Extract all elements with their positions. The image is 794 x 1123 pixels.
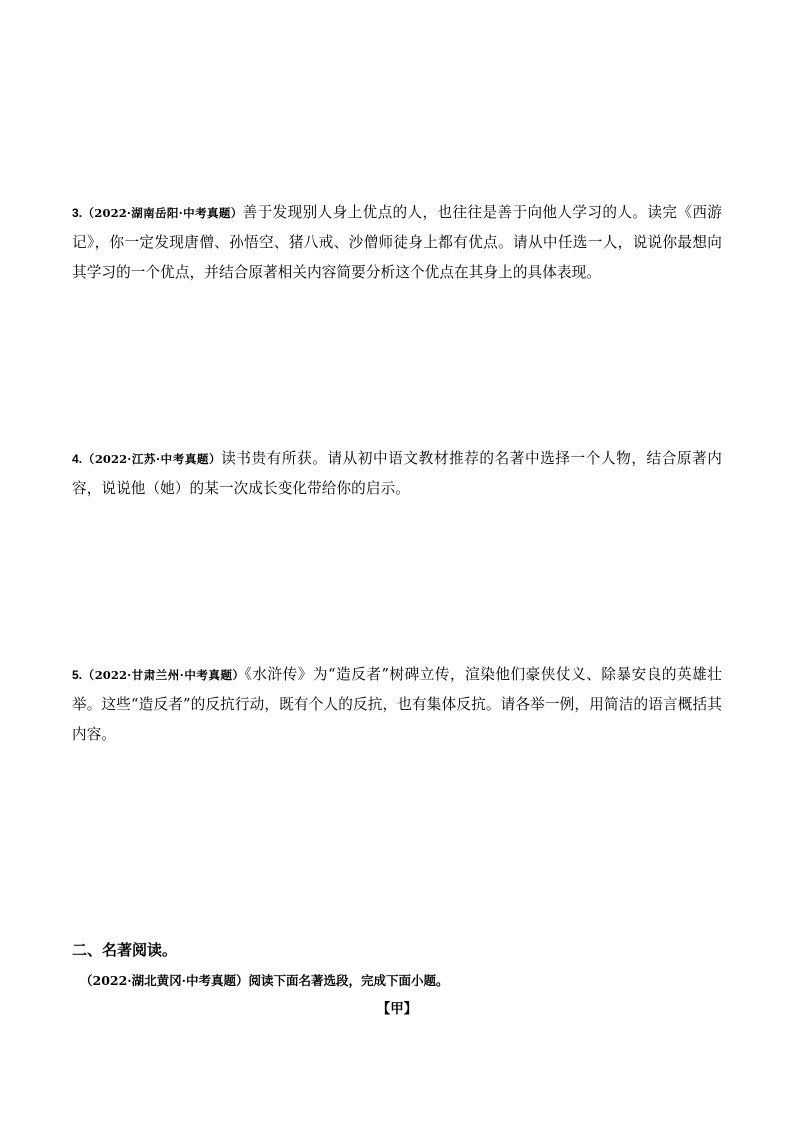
passage-label: 【甲】 xyxy=(376,1001,418,1017)
question-text: 善于发现别人身上优点的人，也往往是善于向他人学习的人。读完《西游记》，你一定发现唐僧、孙悟空、猪八戒、沙僧师徒身上都有优点。请从中任选一人，说说你最想向其学习的一个优点，并结合原著相关内容简要分析这个优点在其身上的具体表现。 xyxy=(72,204,723,281)
question-3 xyxy=(72,198,722,288)
question-text: 读书贵有所获。请从初中语文教材推荐的名著中选择一个人物，结合原著内容，说说他（她）的某一次成长变化带给你的启示。 xyxy=(72,450,722,497)
question-source: （2022·湖南岳阳·中考真题） xyxy=(82,206,243,220)
question-number: 5. xyxy=(72,668,83,682)
question-4 xyxy=(72,444,722,504)
question-source: （2022·江苏·中考真题） xyxy=(82,452,222,466)
section-title: 二、名著阅读。 xyxy=(72,941,178,959)
section-intro: （2022·湖北黄冈·中考真题）阅读下面名著选段，完成下面小题。 xyxy=(80,973,449,988)
question-source: （2022·甘肃兰州·中考真题） xyxy=(82,668,245,682)
question-text: 《水浒传》为“造反者”树碑立传，渲染他们豪侠仗义、除暴安良的英雄壮举。这些“造反者”的反抗行动，既有个人的反抗，也有集体反抗。请各举一例，用简洁的语言概括其内容。 xyxy=(72,666,722,743)
question-5 xyxy=(72,660,722,750)
question-number: 3. xyxy=(72,206,83,220)
question-number: 4. xyxy=(72,452,83,466)
